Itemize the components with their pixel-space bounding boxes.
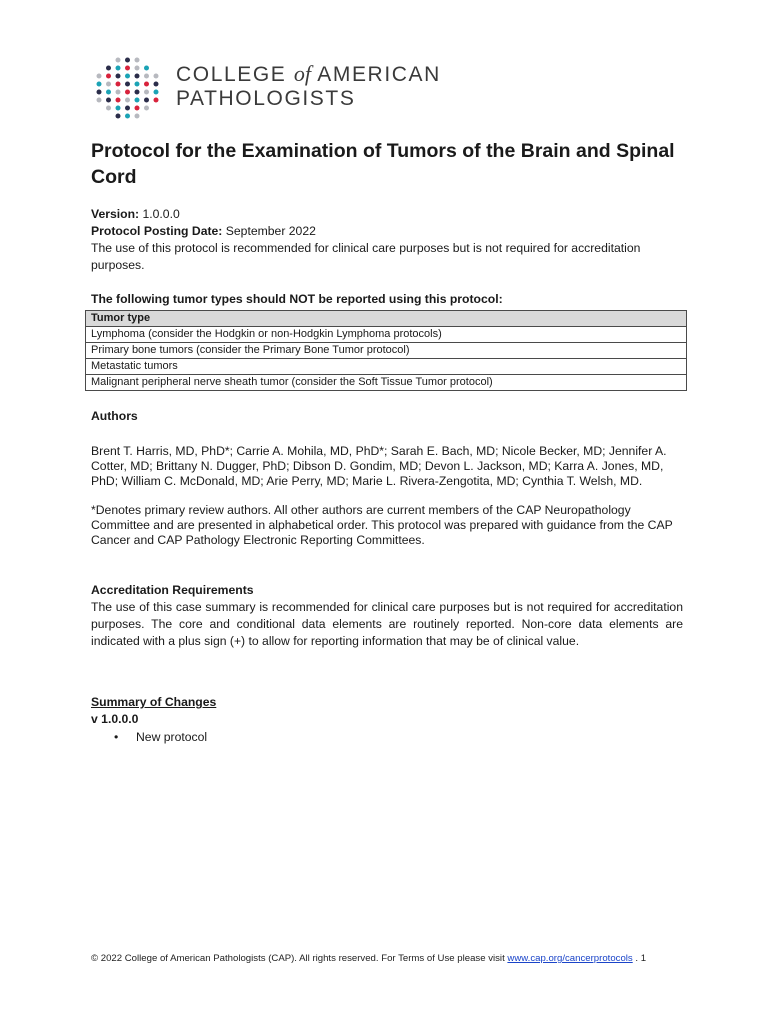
logo-dot [116, 98, 121, 103]
logo-dot [97, 90, 102, 95]
logo-dot [116, 114, 121, 119]
version-label: Version: [91, 207, 140, 221]
cancer-protocols-link[interactable]: www.cap.org/cancerprotocols [507, 953, 633, 964]
logo-dot [144, 66, 149, 71]
logo-dot [144, 98, 149, 103]
logo-wordmark [176, 62, 441, 111]
table-cell: Primary bone tumors (consider the Primary Bone Tumor protocol) [86, 343, 687, 359]
accreditation-heading: Accreditation Requirements [91, 583, 254, 597]
list-item-text: New protocol [136, 730, 208, 744]
logo-dot [125, 66, 130, 71]
summary-of-changes-heading: Summary of Changes [91, 695, 217, 709]
table-cell: Malignant peripheral nerve sheath tumor (consider the Soft Tissue Tumor protocol) [86, 375, 687, 391]
logo-dot [125, 98, 130, 103]
logo-dot [125, 114, 130, 119]
changes-version: v 1.0.0.0 [91, 712, 139, 726]
logo-dot [106, 90, 111, 95]
table-header-cell: Tumor type [86, 311, 687, 327]
table-row [86, 327, 687, 343]
logo-dot [97, 74, 102, 79]
logo-dot [116, 106, 121, 111]
authors-list: Brent T. Harris, MD, PhD*; Carrie A. Mohila, MD, PhD*; Sarah E. Bach, MD; Nicole Becker, MD; Jennifer A. Cotter, MD; Brittany N. Dugger, PhD; Dibson D. Gondim, MD; Devon L. Jackson, MD; Karra A. Jones, MD, PhD; William C. McDonald, MD; Arie Perry, MD; Marie L. Rivera-Zengotita, MD; Cynthia T. Welsh, MD. [91, 444, 667, 488]
page-footer [91, 953, 691, 964]
logo-pathologists: PATHOLOGISTS [176, 87, 356, 110]
logo-dot [144, 106, 149, 111]
logo-dot [154, 74, 159, 79]
logo-dot [106, 66, 111, 71]
table-header-row [86, 311, 687, 327]
logo-dot [135, 82, 140, 87]
logo-dot [116, 58, 121, 63]
logo-dot [116, 90, 121, 95]
authors-heading: Authors [91, 409, 138, 423]
table-cell: Lymphoma (consider the Hodgkin or non-Hodgkin Lymphoma protocols) [86, 327, 687, 343]
logo-dot [144, 82, 149, 87]
cap-dot-logo-icon [94, 56, 162, 120]
table-row [86, 343, 687, 359]
logo-dot [97, 82, 102, 87]
logo-dot [116, 66, 121, 71]
logo-dot [154, 98, 159, 103]
version-value: 1.0.0.0 [139, 207, 180, 221]
list-item [114, 730, 207, 744]
page-title: Protocol for the Examination of Tumors of the Brain and Spinal Cord [91, 140, 675, 188]
logo-dot [135, 106, 140, 111]
cap-logo [94, 56, 474, 120]
logo-dot [125, 74, 130, 79]
logo-dot [154, 82, 159, 87]
bullet-icon: • [114, 730, 119, 744]
logo-dot [144, 74, 149, 79]
logo-american: AMERICAN [310, 63, 441, 86]
posting-date-label: Protocol Posting Date: [91, 224, 223, 238]
table-cell: Metastatic tumors [86, 359, 687, 375]
logo-dot [106, 106, 111, 111]
logo-college: COLLEGE [176, 63, 294, 86]
logo-dot [125, 58, 130, 63]
logo-dot [125, 82, 130, 87]
logo-dot [135, 114, 140, 119]
logo-dot [135, 74, 140, 79]
table-row [86, 375, 687, 391]
logo-dot [116, 74, 121, 79]
protocol-meta [91, 206, 691, 274]
page-number: . 1 [632, 953, 647, 964]
logo-dot [106, 82, 111, 87]
logo-dot [97, 98, 102, 103]
usage-note: The use of this protocol is recommended for clinical care purposes but is not required for accreditation purposes. [91, 241, 641, 272]
logo-dot [135, 58, 140, 63]
table-row [86, 359, 687, 375]
logo-dot [125, 106, 130, 111]
authors-note: *Denotes primary review authors. All other authors are current members of the CAP Neuropathology Committee and are presented in alphabetical order. This protocol was prepared with guidance from the CAP Cancer and CAP Pathology Electronic Reporting Committees. [91, 503, 673, 547]
logo-dot [135, 98, 140, 103]
logo-dot [135, 90, 140, 95]
exclusions-heading: The following tumor types should NOT be reported using this protocol: [91, 292, 503, 306]
logo-dot [144, 90, 149, 95]
logo-dot [135, 66, 140, 71]
logo-of: of [293, 61, 311, 86]
footer-copyright: © 2022 College of American Pathologists (CAP). All rights reserved. For Terms of Use please visit [91, 953, 508, 964]
posting-date-value: September 2022 [222, 224, 316, 238]
logo-dot [154, 90, 159, 95]
logo-dot [106, 98, 111, 103]
logo-dot [106, 74, 111, 79]
logo-dot [125, 90, 130, 95]
logo-dot [116, 82, 121, 87]
tumor-type-table [85, 310, 687, 391]
accreditation-text: The use of this case summary is recommended for clinical care purposes but is not required for accreditation purposes. The core and conditional data elements are routinely reported. Non-core data elements are indicated with a plus sign (+) to allow for reporting information that may be of clinical value. [91, 600, 683, 648]
